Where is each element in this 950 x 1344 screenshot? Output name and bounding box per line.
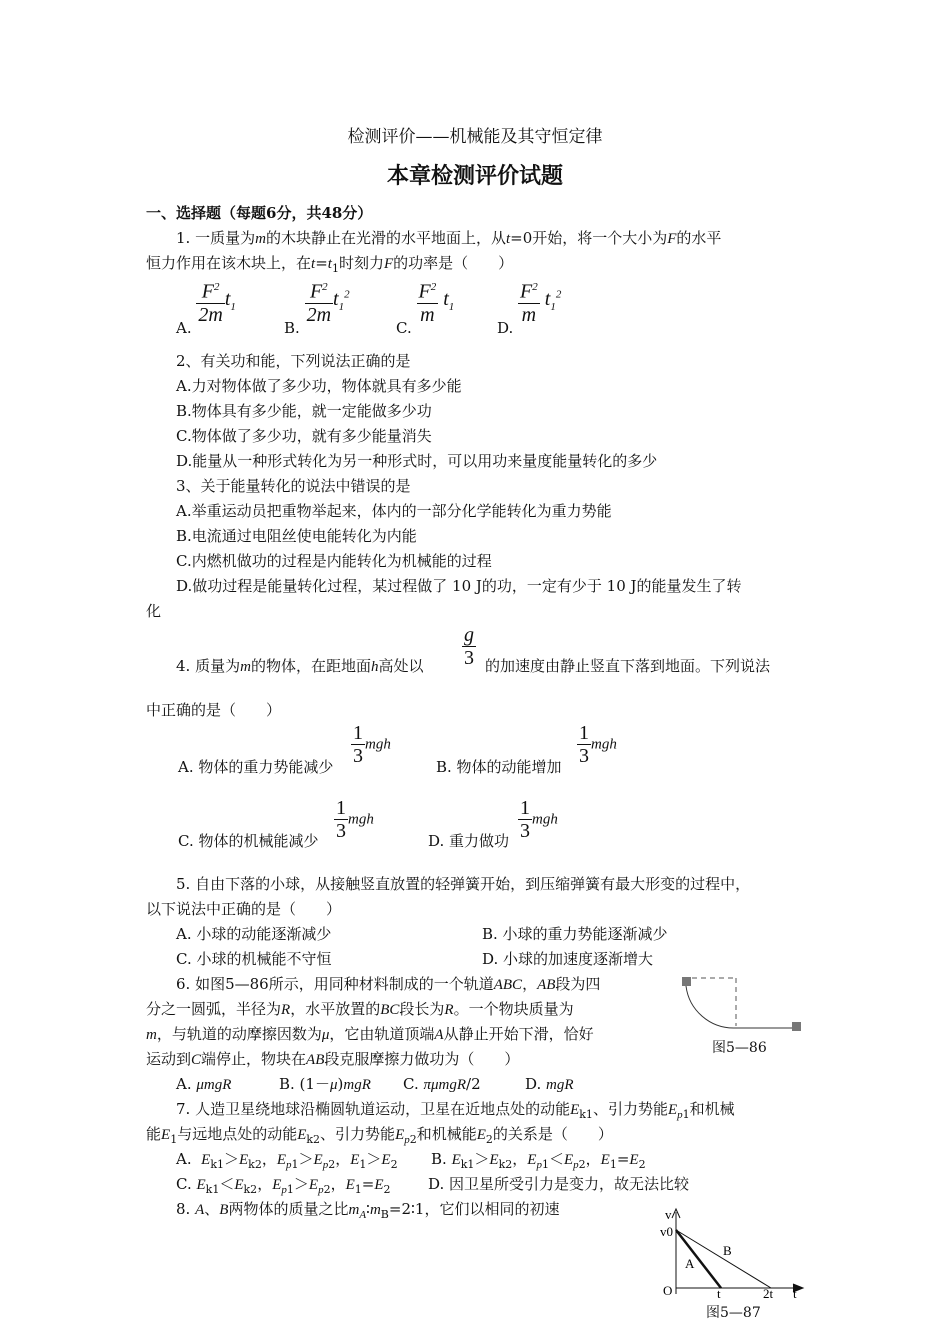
q1-option-b: B. $\frac{F^2}{2m}$ $t_1^2$: [284, 276, 350, 337]
q3-option-d: D.做功过程是能量转化过程，某过程做了 10 J的功，一定有少于 10 J的能量发生了转: [176, 577, 742, 595]
q2-option-a: A.力对物体做了多少功，物体就具有多少能: [176, 377, 462, 395]
q6-option-b: B. (1－μ)mgR: [279, 1075, 371, 1093]
q5-line1: 5. 自由下落的小球，从接触竖直放置的轻弹簧开始，到压缩弹簧有最大形变的过程中，: [176, 875, 751, 893]
block-c-marker: [792, 1022, 801, 1031]
figure-5-86-caption: 图5—86: [712, 1040, 767, 1056]
figure-5-87-caption: 图5—87: [706, 1305, 761, 1321]
q1-option-d: D. $\frac{F^2}{m}$ $t_1^2$: [497, 276, 561, 337]
q7-line2: 能$E_1$与远地点处的动能$E_{k2}$、引力势能$E_{p2}$和机械能$E_2$的关系是（ ）: [146, 1125, 613, 1146]
q6-option-d: D. mgR: [525, 1075, 574, 1093]
track-figure: [676, 970, 806, 1040]
q2-option-d: D.能量从一种形式转化为另一种形式时，可以用功来量度能量转化的多少: [176, 452, 658, 470]
q8-line1: 8. A、B两物体的质量之比$m_A∶m_B=2∶1$，它们以相同的初速: [176, 1200, 560, 1221]
section-heading: 一、选择题（每题6分，共48分）: [146, 204, 373, 222]
q7-option-c: C. $E_{k1}<E_{k2}$，$E_{p1}>E_{p2}$，$E_1=E_2$: [176, 1175, 391, 1196]
q4-option-a-frac: $\frac{1}{3}$ mgh: [353, 722, 391, 767]
q2-stem: 2、有关功和能，下列说法正确的是: [176, 352, 411, 370]
q5-option-d: D. 小球的加速度逐渐增大: [482, 950, 654, 968]
q6-line1: 6. 如图5—86所示，用同种材料制成的一个轨道ABC，AB段为四: [176, 975, 601, 993]
vt-graph: [655, 1206, 815, 1302]
q2-option-c: C.物体做了多少功，就有多少能量消失: [176, 427, 432, 445]
q7-option-b: B. $E_{k1}>E_{k2}$，$E_{p1}<E_{p2}$，$E_1=E_2$: [431, 1150, 646, 1171]
line-b-label: B: [723, 1243, 732, 1258]
line-a: [676, 1230, 721, 1288]
q4-option-c-frac: $\frac{1}{3}$ mgh: [336, 797, 374, 842]
q5-option-b: B. 小球的重力势能逐渐减少: [482, 925, 668, 943]
q3-stem: 3、关于能量转化的说法中错误的是: [176, 477, 411, 495]
q4-line1-a: 4. 质量为m的物体，在距地面h高处以: [176, 657, 424, 675]
q4-line1-b: 的加速度由静止竖直下落到地面。下列说法: [485, 657, 771, 675]
q4-option-d-frac: $\frac{1}{3}$ mgh: [520, 797, 558, 842]
q3-option-b: B.电流通过电阻丝使电能转化为内能: [176, 527, 417, 545]
q3-option-c: C.内燃机做功的过程是内能转化为机械能的过程: [176, 552, 492, 570]
q6-line2: 分之一圆弧，半径为R，水平放置的BC段长为R。一个物块质量为: [146, 1000, 574, 1018]
q6-line3: m，与轨道的动摩擦因数为μ，它由轨道顶端A从静止开始下滑，恰好: [146, 1025, 594, 1043]
q7-line1: 7. 人造卫星绕地球沿椭圆轨道运动，卫星在近地点处的动能$E_{k1}$、引力势能$E_{p1}$和机械: [176, 1100, 735, 1121]
q4-option-c: C. 物体的机械能减少: [178, 832, 319, 850]
q4-option-a: A. 物体的重力势能减少: [178, 758, 334, 776]
origin-label: O: [663, 1283, 673, 1298]
q7-option-a: A. $E_{k1}>E_{k2}$，$E_{p1}>E_{p2}$，$E_1>E_2$: [176, 1150, 398, 1171]
q7-option-d: D. 因卫星所受引力是变力，故无法比较: [428, 1175, 690, 1193]
q4-fraction-g3: $\frac{g}{3}$: [464, 624, 474, 669]
q1-option-c: C. $\frac{F^2}{m}$ $t_1$: [396, 276, 454, 337]
page-title: 本章检测评价试题: [386, 163, 563, 189]
v-axis-label: v: [665, 1207, 672, 1222]
q3-option-a: A.举重运动员把重物举起来，体内的一部分化学能转化为重力势能: [176, 502, 612, 520]
q5-line2: 以下说法中正确的是（ ）: [146, 900, 342, 918]
v0-label: v0: [660, 1224, 673, 1239]
q2-option-b: B.物体具有多少能，就一定能做多少功: [176, 402, 432, 420]
q6-option-a: A. μmgR: [176, 1075, 232, 1093]
q4-option-b: B. 物体的动能增加: [436, 758, 562, 776]
page-subtitle: 检测评价——机械能及其守恒定律: [347, 127, 603, 147]
q4-option-d: D. 重力做功: [428, 832, 510, 850]
q5-option-a: A. 小球的动能逐渐减少: [176, 925, 332, 943]
q4-line2: 中正确的是（ ）: [146, 701, 282, 719]
line-a-label: A: [685, 1256, 695, 1271]
q1-option-a: A. $\frac{F^2}{2m}$ $t_1$: [176, 276, 236, 337]
q5-option-c: C. 小球的机械能不守恒: [176, 950, 332, 968]
q6-option-c: C. πμmgR/2: [403, 1075, 481, 1093]
q6-line4: 运动到C端停止，物块在AB段克服摩擦力做功为（ ）: [146, 1050, 520, 1068]
t-axis-label: t: [793, 1286, 797, 1301]
q4-option-b-frac: $\frac{1}{3}$ mgh: [579, 722, 617, 767]
block-a-marker: [682, 977, 691, 986]
q3-option-d-wrap: 化: [146, 602, 162, 620]
2t-tick-label: 2t: [763, 1286, 774, 1301]
t-tick-label: t: [717, 1286, 721, 1301]
q1-line2: 恒力作用在该木块上，在$t=t_1$时刻力F的功率是（ ）: [146, 254, 514, 275]
q1-line1: 1. 一质量为m的木块静止在光滑的水平地面上，从t=0开始，将一个大小为F的水平: [176, 229, 722, 247]
